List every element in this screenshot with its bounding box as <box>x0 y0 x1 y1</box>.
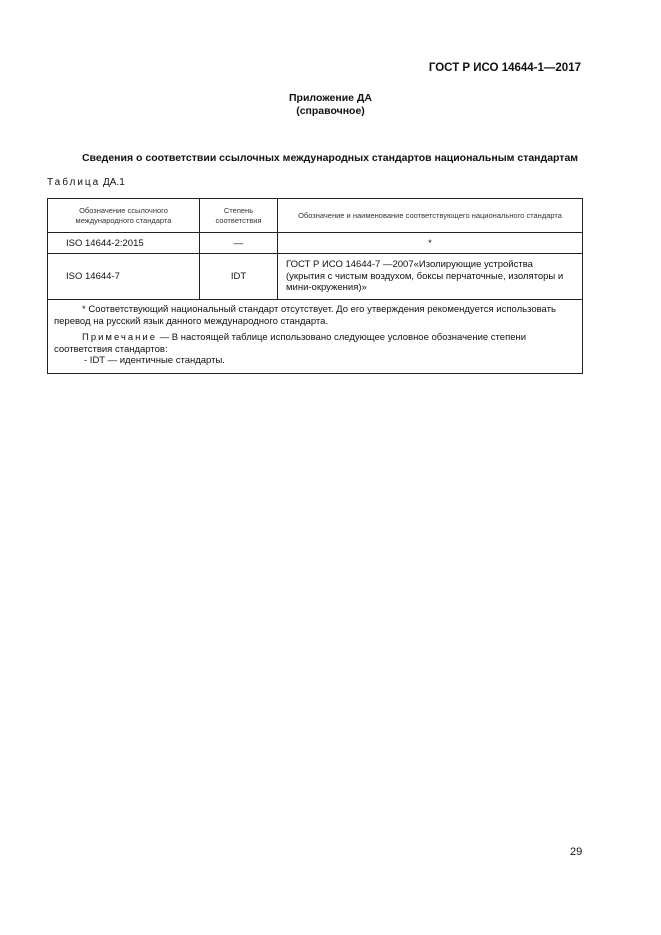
note-item: - IDT — идентичные стандарты. <box>84 355 225 366</box>
table-caption <box>47 177 125 188</box>
note <box>54 332 576 355</box>
annex-title: Приложение ДА <box>289 92 372 104</box>
column-header-degree: Степень соответствия <box>200 199 278 233</box>
annex-heading <box>0 92 661 118</box>
footnote: * Соответствующий национальный стандарт отсутствует. До его утверждения рекомендуется использовать перевод на русский язык данного международного стандарта. <box>54 304 556 327</box>
note-label: Примечание <box>82 332 157 343</box>
table-caption-prefix: Таблица <box>47 177 101 188</box>
column-header-national: Обозначение и наименование соответствующего национального стандарта <box>278 199 583 233</box>
note-text: — В настоящей таблице использовано следующее условное обозначение степени соответствия стандартов: <box>54 332 527 355</box>
table-caption-number: ДА.1 <box>103 177 125 188</box>
table-row <box>48 233 583 254</box>
cell-degree: — <box>200 233 278 254</box>
cell-reference: ISO 14644-7 <box>48 254 200 300</box>
table-footer-row <box>48 300 583 374</box>
column-header-reference: Обозначение ссылочного международного стандарта <box>48 199 200 233</box>
table-notes <box>48 300 583 374</box>
cell-national: ГОСТ Р ИСО 14644-7 —2007«Изолирующие устройства (укрытия с чистым воздухом, боксы перчаточные, изоляторы и мини-окружения)» <box>278 254 583 300</box>
cell-reference: ISO 14644-2:2015 <box>48 233 200 254</box>
table-row <box>48 254 583 300</box>
annex-subtitle: (справочное) <box>296 105 365 117</box>
document-header: ГОСТ Р ИСО 14644-1—2017 <box>428 62 581 74</box>
page-number: 29 <box>570 846 583 858</box>
section-title: Сведения о соответствии ссылочных международных стандартов национальным стандартам <box>81 152 579 164</box>
cell-degree: IDT <box>200 254 278 300</box>
correspondence-table <box>47 198 583 374</box>
cell-national: * <box>278 233 583 254</box>
table-header-row <box>48 199 583 233</box>
